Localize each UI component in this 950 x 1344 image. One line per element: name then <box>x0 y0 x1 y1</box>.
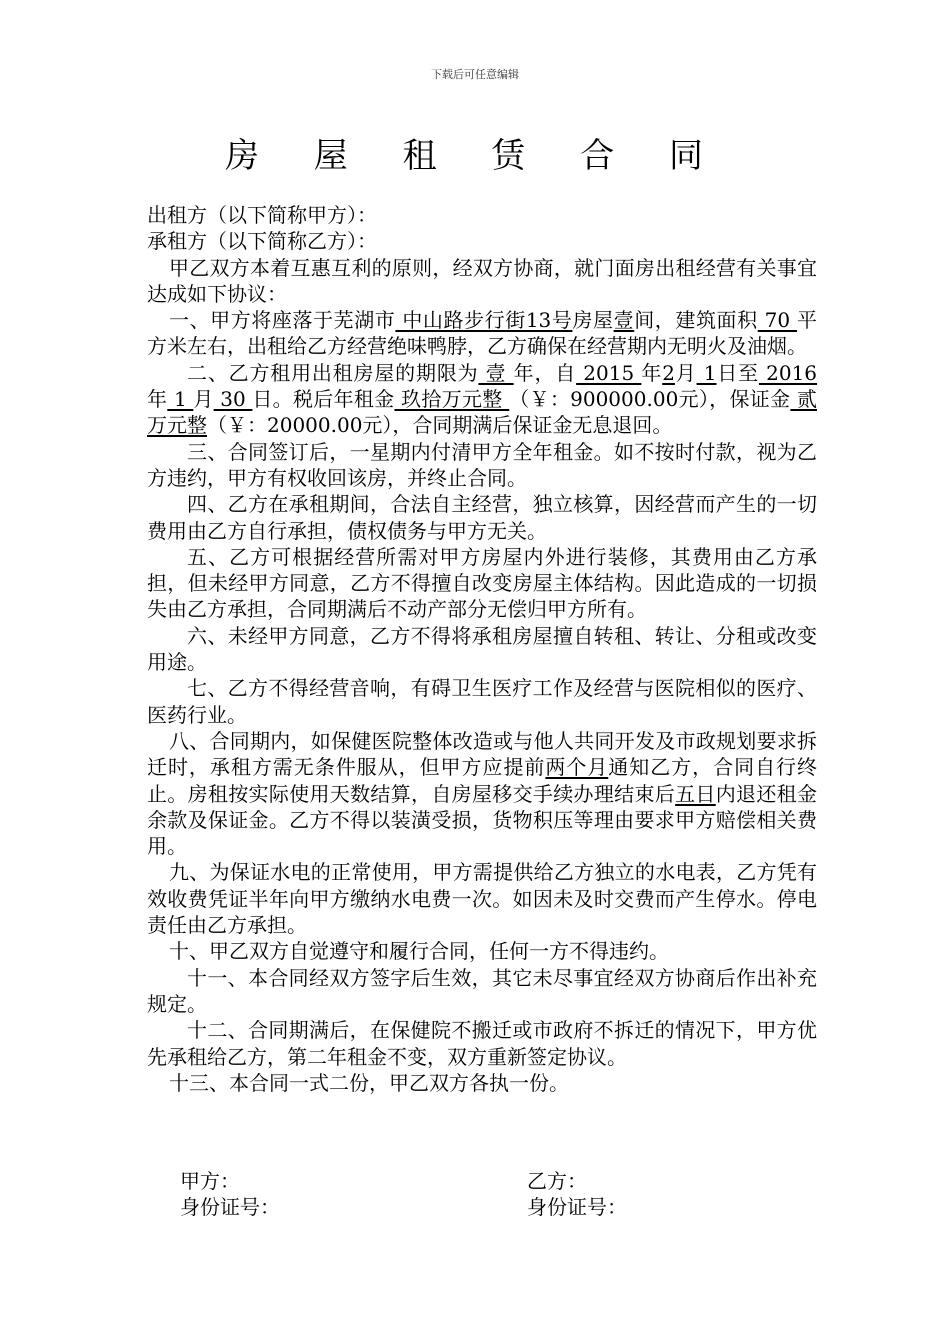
end-month-value: 1 <box>167 387 194 412</box>
clause-1-text-a: 一、甲方将座落于芜湖市 <box>169 308 396 333</box>
clause-10: 十、甲乙双方自觉遵守和履行合同，任何一方不得违约。 <box>169 939 669 964</box>
rent-value: 玖拾万元整 <box>394 387 510 412</box>
clause-2-text-b: 年，自 <box>513 360 577 385</box>
clause-2-text-d: 月 <box>674 360 697 385</box>
clause-8-text-a: 八、合同期内，如保健医院整体改造或与他人共同开发及市政规划要求拆迁时，承租方需无条件服从，但甲方应提前 <box>147 728 817 780</box>
header-note: 下载后可任意编辑 <box>431 68 519 81</box>
clause-8-text-c: 内退还租金余款及保证金。乙方不得以装潢受损，货物积压等理由要求甲方赔偿相关费用。 <box>147 781 817 859</box>
party-b-id-label: 身份证号： <box>527 1195 627 1219</box>
notice-period-value: 两个月 <box>545 755 609 780</box>
clause-1 <box>147 307 817 360</box>
party-a-id-label: 身份证号： <box>180 1195 280 1219</box>
document-title: 房 屋 租 赁 合 同 <box>224 136 726 176</box>
clause-2-text-e: 日至 <box>716 360 759 385</box>
party-b-signature <box>527 1168 627 1220</box>
start-year-value: 2015 <box>576 360 642 385</box>
party-b-label: 乙方： <box>527 1169 587 1193</box>
clause-9: 九、为保证水电的正常使用，甲方需提供给乙方独立的水电表，乙方凭有效收费凭证半年向甲方缴纳水电费一次。如因未及时交费而产生停水。停电责任由乙方承担。 <box>147 860 817 938</box>
clause-2-text-g: 月 <box>193 387 214 412</box>
clause-13: 十三、本合同一式二份，甲乙双方各执一份。 <box>169 1070 569 1095</box>
area-value: 70 <box>757 308 798 333</box>
clause-2 <box>147 360 817 439</box>
clause-2-text-j: （￥：20000.00元），合同期满后保证金无息退回。 <box>207 413 673 438</box>
party-a-label: 甲方： <box>180 1169 240 1193</box>
clause-2-text-f: 年 <box>147 387 168 412</box>
address-value: 中山路步行街13号 <box>395 308 573 333</box>
end-year-value: 2016 <box>758 360 818 385</box>
term-years-value: 壹 <box>478 360 514 385</box>
clause-4: 四、乙方在承租期间，合法自主经营，独立核算，因经营而产生的一切费用由乙方自行承担，债权债务与甲方无关。 <box>147 492 817 543</box>
clause-2-text-h: 日。税后年租金 <box>252 387 395 412</box>
rooms-value: 壹 <box>613 308 635 333</box>
clause-5: 五、乙方可根据经营所需对甲方房屋内外进行装修，其费用由乙方承担，但未经甲方同意，乙方不得擅自改变房屋主体结构。因此造成的一切损失由乙方承担，合同期满后不动产部分无偿归甲方所有。 <box>147 544 817 622</box>
clause-6: 六、未经甲方同意，乙方不得将承租房屋擅自转租、转让、分租或改变用途。 <box>147 623 817 675</box>
clause-2-text-c: 年 <box>641 360 663 385</box>
clause-1-text-b: 房屋 <box>572 308 614 333</box>
contract-body <box>147 202 817 1096</box>
clause-2-text-a: 二、乙方租用出租房屋的期限为 <box>187 360 479 385</box>
lessee-label: 承租方（以下简称乙方）： <box>147 229 377 254</box>
clause-12: 十二、合同期满后，在保健院不搬迁或市政府不拆迁的情况下，甲方优先承租给乙方，第二年租金不变，双方重新签定协议。 <box>147 1018 817 1069</box>
clause-2-text-i: （￥：900000.00元），保证金 <box>509 387 791 412</box>
clause-11: 十一、本合同经双方签字后生效，其它未尽事宜经双方协商后作出补充规定。 <box>147 965 817 1016</box>
end-day-value: 30 <box>213 387 253 412</box>
clause-3: 三、合同签订后，一星期内付清甲方全年租金。如不按时付款，视为乙方违约，甲方有权收回该房，并终止合同。 <box>147 439 817 490</box>
intro-paragraph: 甲乙双方本着互惠互利的原则，经双方协商，就门面房出租经营有关事宜达成如下协议： <box>147 255 817 306</box>
clause-1-text-c: 间，建筑面积 <box>634 308 758 333</box>
clause-8-text-b: 通知乙方，合同自行终止。房租按实际使用天数结算，自房屋移交手续办理结束后 <box>147 755 818 806</box>
start-month-value: 2 <box>662 360 675 385</box>
deposit-value: 贰万元整 <box>147 387 818 438</box>
clause-8 <box>147 728 817 859</box>
clause-1-text-d: 平方米左右，出租给乙方经营绝味鸭脖，乙方确保在经营期内无明火及油烟。 <box>147 308 818 359</box>
start-day-value: 1 <box>696 360 717 385</box>
lessor-label: 出租方（以下简称甲方）： <box>147 203 377 227</box>
clause-7: 七、乙方不得经营音响，有碍卫生医疗工作及经营与医院相似的医疗、医药行业。 <box>147 676 817 727</box>
refund-days-value: 五日 <box>675 781 716 806</box>
party-a-signature <box>180 1168 280 1220</box>
